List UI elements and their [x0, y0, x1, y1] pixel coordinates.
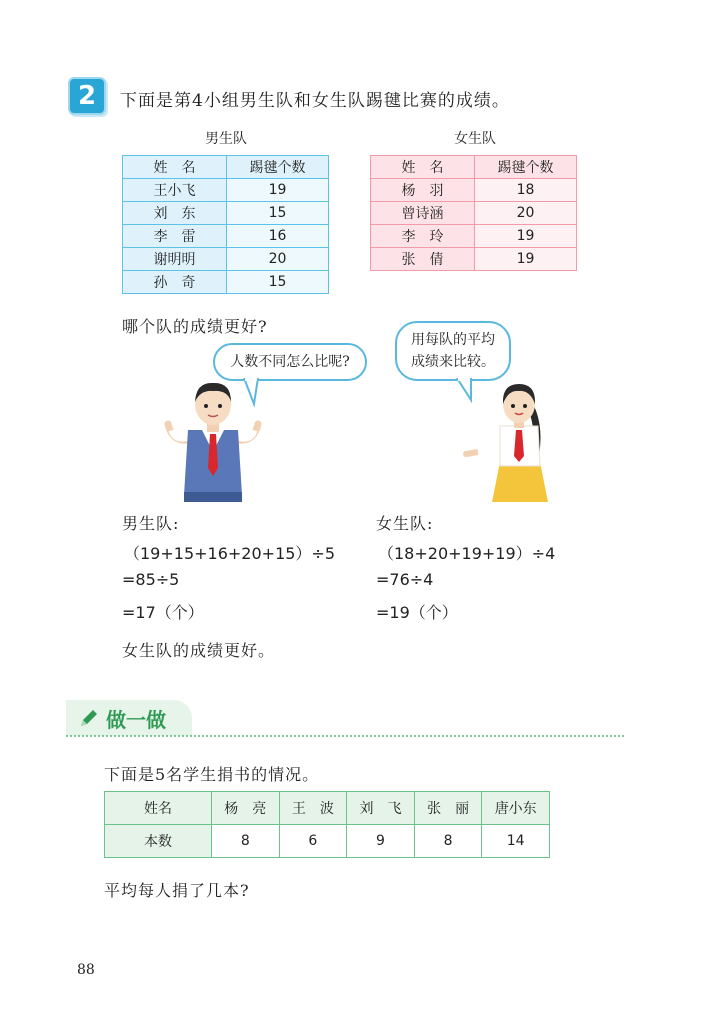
table-row [105, 792, 550, 825]
girl-speech-line2: 成绩来比较。 [411, 354, 495, 370]
girls-score-table [370, 155, 577, 271]
boy-speech-text: 人数不同怎么比呢? [230, 354, 350, 370]
boys-table-caption: 男生队 [205, 131, 247, 147]
girl-count: 20 [475, 202, 577, 225]
student-name: 刘 飞 [347, 792, 415, 825]
girls-header-name: 姓 名 [371, 156, 475, 179]
problem-text: 下面是第4小组男生队和女生队踢毽比赛的成绩。 [120, 91, 510, 111]
conclusion-text: 女生队的成绩更好。 [122, 641, 276, 660]
student-books: 9 [347, 825, 415, 858]
girl-name: 李 玲 [371, 225, 475, 248]
table-row [371, 202, 577, 225]
student-name: 杨 亮 [212, 792, 280, 825]
boy-count: 15 [227, 202, 329, 225]
boy-speech-bubble [213, 343, 367, 381]
boy-illustration [158, 380, 268, 502]
boys-calc-line3: =17（个） [122, 603, 204, 622]
girls-calc-line2: =76÷4 [376, 570, 434, 589]
boy-count: 16 [227, 225, 329, 248]
page-number: 88 [77, 962, 95, 978]
table-row [371, 179, 577, 202]
boys-calc-line1: （19+15+16+20+15）÷5 [124, 544, 336, 563]
boy-name: 刘 东 [123, 202, 227, 225]
boys-header-name: 姓 名 [123, 156, 227, 179]
girls-calc-line3: =19（个） [376, 603, 458, 622]
girl-name: 张 倩 [371, 248, 475, 271]
girls-calc-line1: （18+20+19+19）÷4 [378, 544, 556, 563]
pencil-icon [78, 707, 100, 729]
boys-score-table [122, 155, 329, 294]
girl-speech-bubble [395, 321, 511, 381]
student-books: 8 [414, 825, 482, 858]
boys-calc-line2: =85÷5 [122, 570, 180, 589]
table-row [123, 179, 329, 202]
girl-name: 杨 羽 [371, 179, 475, 202]
boy-name: 李 雷 [123, 225, 227, 248]
table-row [123, 225, 329, 248]
books-table [104, 791, 550, 858]
girl-count: 18 [475, 179, 577, 202]
table-row [123, 202, 329, 225]
student-books: 14 [482, 825, 550, 858]
girls-calc-label: 女生队: [376, 514, 434, 533]
question-text: 哪个队的成绩更好? [122, 317, 268, 336]
student-books: 8 [212, 825, 280, 858]
table-row [371, 248, 577, 271]
table-row [371, 225, 577, 248]
boy-name: 王小飞 [123, 179, 227, 202]
table-row [123, 248, 329, 271]
table-row [105, 825, 550, 858]
boys-header-count: 踢毽个数 [227, 156, 329, 179]
problem-number-badge: 2 [68, 77, 106, 115]
practice-question: 平均每人捐了几本? [104, 881, 250, 900]
boy-count: 19 [227, 179, 329, 202]
books-row2-label: 本数 [105, 825, 212, 858]
student-books: 6 [279, 825, 347, 858]
practice-title: 做一做 [106, 707, 166, 732]
boy-count: 15 [227, 271, 329, 294]
girl-speech-line1: 用每队的平均 [411, 332, 495, 348]
girl-count: 19 [475, 248, 577, 271]
girl-count: 19 [475, 225, 577, 248]
practice-section-header [66, 700, 192, 736]
table-row [123, 271, 329, 294]
student-name: 王 波 [279, 792, 347, 825]
student-name: 唐小东 [482, 792, 550, 825]
boy-name: 孙 奇 [123, 271, 227, 294]
boys-calc-label: 男生队: [122, 514, 180, 533]
girl-illustration [462, 382, 557, 502]
practice-divider [66, 735, 624, 737]
girls-header-count: 踢毽个数 [475, 156, 577, 179]
girl-name: 曾诗涵 [371, 202, 475, 225]
practice-intro: 下面是5名学生捐书的情况。 [104, 765, 320, 784]
boy-name: 谢明明 [123, 248, 227, 271]
student-name: 张 丽 [414, 792, 482, 825]
books-row1-label: 姓名 [105, 792, 212, 825]
boy-count: 20 [227, 248, 329, 271]
girls-table-caption: 女生队 [454, 131, 496, 147]
